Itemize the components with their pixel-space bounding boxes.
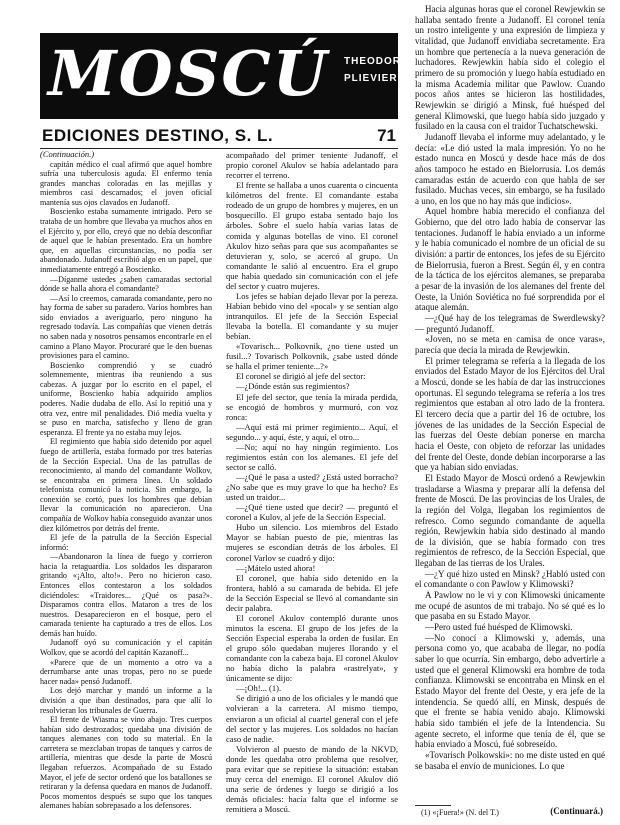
paragraph: El coronel se dirigió al jefe del sector: [236, 371, 366, 382]
paragraph: —Díganme ustedes ¿saben camaradas sectorial dónde se halla ahora el comandante? [40, 274, 212, 294]
paragraph: «Tovarisch Polkowski»: no me diste usted en qué se basaba el envío de municiones. Lo que [415, 749, 605, 771]
paragraph: Boscienko comprendió y se cuadró solemnemente, mientras iba reuniendo a sus cabezas. A juzgar por lo escrito en el papel, el uniforme, Boscienko había adquirido amplios poderes. Nadie dudaba de ello. Así lo repitió una y otra vez, entre mil penalidades. Dió media vuelta y se puso en marcha, satisfecho y lleno de gran esperanza. El frente ya no estaba muy lejos. [40, 360, 212, 437]
text-column-2 [226, 150, 398, 814]
paragraph: El Estado Mayor de Moscú ordenó a Rewjewkin trasladarse a Wiasma y preparar allí la defensa del frente de Moscú. De las provincias de los Urales, de la región del Volga, llegaban los regimientos de refresco. Como segundo comandante de aquella región, Rewjewkin había sido destinado al mando de la división, que se había formado con tres regimientos de refresco, de la Sección Especial, que llegaban de las tierras de los Urales. [415, 472, 605, 569]
paragraph: —¿Qué tiene usted que decir? — preguntó el coronel a Kulov, al jefe de la Sección Especial. [226, 502, 398, 523]
paragraph: «Parece que de un momento a otro va a derrumbarse ante unas tropas, pero no se puede hacer nada» pensó Judanoff. [40, 657, 212, 686]
paragraph: El regimiento que había sido detenido por aquel fuego de artillería, estaba formado por tres baterías de la Sección Especial. Una de las patrullas de reconocimiento, al mando del comandante Wolkov, se encontraba en primera línea. Un soldado telefonista comunicó la noticia. Sin embargo, la conexión se cortó, pues los hombres que debían llevar la comunicación no aparecieron. Una compañía de Wolkov había conseguido avanzar unos diez kilómetros por detrás del frente. [40, 437, 212, 533]
paragraph: El jefe de la patrulla de la Sección Especial informó: [40, 533, 212, 552]
author-name [344, 53, 401, 87]
paragraph: Hacia algunas horas que el coronel Rewjewkin se hallaba sentado frente a Judanoff. El coronel tenía un rostro inteligente y una expresión de limpieza y vitalidad, que Judanoff envidiaba secretamente. Era un hombre que pertenecía a la nueva generación de luchadores. Rewjewkin había sido el colegio el primero de su promoción y luego había estudiado en la misma Academia militar que Pawlow. Cuando pocos años antes se hicieron las hostilidades, Rewjewkin se dirigió a Minsk, fué huésped del general Klimowski, que luego había sido juzgado y fusilado en la causa con el traidor Tuchatschewski. [415, 4, 605, 132]
paragraph: —Abandonaron la línea de fuego y corrieron hacia la retaguardia. Los soldados les dispararon gritando «¡Alto, alto!». Pero no hicieron caso. Entonces ellos contestaron a los soldados diciéndoles: «Traidores... ¿Qué os pasa?». Disparamos contra ellos. Mataron a tres de los nuestros. Desaparecieron en el bosque, pero el camarada teniente ha capturado a tres de ellos. Los demás han huído. [40, 552, 212, 638]
paragraph: —No; aquí no hay ningún regimiento. Los regimientos están con los alemanes. El jefe del sector se calló. [226, 441, 398, 472]
installment-number: 71 [377, 126, 396, 145]
author-first-name: THEODOR [344, 56, 401, 67]
paragraph: acompañado del primer teniente Judanoff, el propio coronel Akulov se había adelantado para recorrer el terreno. [226, 150, 398, 181]
paragraph: Aquel hombre había merecido el confianza del Gobierno, que del otro lado había de conservar las tentaciones. Judanoff le había enviado a un informe y le había comunicado el nombre de un oficial de su división: a partir de entonces, los jefes de su Ejército de Bielorrusia, fueron a Brest. Según él, y en contra de la táctica de los ejércitos alemanes, se preparaba a pesar de la invasión de los alemanes del frente del Oeste, la Unión Soviética no fué sorprendida por el ataque alemán. [415, 206, 605, 313]
footnote-divider [415, 805, 451, 806]
publisher-bar [40, 122, 398, 149]
paragraph: —Pero usted fué huésped de Klimowski. [425, 622, 573, 633]
paragraph: El coronel Akulov contempló durante unos minutos la escena. El grupo de los jefes de la Sección Especial esperaba la orden de fusilar. En el grupo sólo quedaban mujeres llorando y el comandante con la cabeza baja. El coronel Akulov no había dicho la palabra «rastrelyat», y únicamente se dijo: [226, 612, 398, 684]
footnote: (1) «¡Fuera!» (N. del T.) [421, 808, 499, 817]
paragraph: Los jefes se habían dejado llevar por la pereza. Habían bebido vino del «pocal» y se sentían algo intranquilos. El jefe de la Sección Especial llevaba la botella. El comandante y su mujer bebían. [226, 290, 398, 342]
paragraph: El frente se hallaba a unos cuarenta o cincuenta kilómetros del frente. El comandante estaba rodeado de un grupo de hombres y mujeres, en un bosquecillo. El grupo estaba sentado bajo los árboles. Sobre el suelo había varias latas de comida y algunas botellas de vino. El coronel Akulov hizo señas para que sus acompañantes se detuvieran y, solo, se acercó al grupo. Un comandante le salió al encuentro. Era el grupo que había quedado sin comunicación con el jefe del sector y cuatro mujeres. [226, 180, 398, 291]
continuation-label: (Continuación.) [40, 149, 95, 159]
paragraph: A Pawlow no le vi y con Klimowski únicamente me ocupé de asuntos de mi trabajo. No sé qué es lo que pasaba en su Estado Mayor. [415, 590, 605, 622]
paragraph: Hubo un silencio. Los miembros del Estado Mayor se habían puesto de pie, mientras las mujeres se escondían detrás de los árboles. El coronel Varlov se cuadró y dijo: [226, 522, 398, 563]
title-banner [40, 33, 401, 119]
paragraph: Los dejó marchar y mandó un informe a la división a que iban destinados, para que allí lo resolvieran los tribunales de Guerra. [40, 686, 212, 715]
paragraph: —¿Qué le pasa a usted? ¿Está usted borracho? ¿No sabe que es muy grave lo que ha hecho? Es usted un traidor... [226, 472, 398, 503]
publisher-name: EDICIONES DESTINO, S. L. [42, 126, 274, 145]
paragraph: «Tovarisch... Polkovnik, ¿no tiene usted un fusil...? Tovarisch Polkovnik, ¿sabe usted dónde se halla el primer teniente...?» [226, 341, 398, 372]
to-be-continued-label: (Continuará.) [550, 806, 603, 816]
paragraph: El coronel, que había sido detenido en la frontera, habló a su camarada de bebida. El jefe de la Sección Especial se llevó al comandante sin decir palabra. [226, 572, 398, 613]
paragraph: —Aquí está mi primer regimiento... Aquí, el segundo... y aquí, éste, y aquí, el otro... [226, 421, 398, 442]
paragraph: —¿Dónde están sus regimientos? [236, 381, 350, 392]
paragraph: El primer telegrama se refería a la llegada de los enviados del Estado Mayor de los Ejércitos del Ural a Moscú, donde se les había de dar las instrucciones oportunas. El segundo telegrama se refería a los tres regimientos que estaban al otro lado de la frontera. El tercero decía que a partir del 16 de octubre, los jóvenes de las unidades de la Sección Especial de las fuerzas del Oeste debían ponerse en marcha hacia el Oeste, con objeto de reforzar las unidades del frente del Oeste, donde debían incorporarse a las que ya habían sido enviadas. [415, 355, 605, 473]
text-column-1 [40, 150, 212, 811]
paragraph: Volvieron al puesto de mando de la NKVD, donde les quedaba otro problema que resolver, para evitar que se repitiese la situación: estaban muy cerca del enemigo. El coronel Akulov dió una serie de órdenes y luego se dirigió a los demás oficiales: hacía falta que el informe se remitiera a Moscú. [226, 743, 398, 815]
paragraph: «Joven, no se meta en camisa de once varas», parecía que decía la mirada de Rewjewkin. [415, 334, 605, 355]
paragraph: —Así lo creemos, camarada comandante, pero no hay forma de saber su paradero. Varios hombres han sido enviados a averiguarlo, pero ninguno ha regresado todavía. Las compañías que vienen detrás no saben nada y nosotros pensamos encontrarle en el camino a Plano Mayor. Procuraré que le den buenas provisiones para el camino. [40, 293, 212, 361]
paragraph: Judanoff oyó su comunicación y el capitán Wolkov, que se acordó del capitán Kazanoff... [40, 638, 212, 658]
paragraph: El frente de Wiasma se vino abajo. Tres cuerpos habían sido destrozados; quedaba una división de tanques alemanes con todo su material. En la carretera se mezclaban tropas de tanques y carros de artillería, mientras que desde la parte de Moscú llegaban refuerzos. Acompañado de su Estado Mayor, el jefe de sector ordenó que los batallones se retiraran y la defensa quedara en manos de Judanoff. Pocos momentos después se supo que los tanques alemanes habían sobrepasado a los defensores. [40, 715, 212, 811]
paragraph: —¿Qué hay de los telegramas de Swerdlewsky? — preguntó Judanoff. [415, 313, 605, 334]
author-last-name: PLIEVIER [344, 73, 398, 84]
paragraph: capitán médico el cual afirmó que aquel hombre sufría una tuberculosis aguda. El enfermo tenía grandes manchas coloradas en las mejillas y miembros casi descarnados; el joven oficial mantenía sus ojos clavados en Judanoff. [40, 159, 212, 207]
paragraph: —No conocí a Klimowski y, además, una persona como yo, que acababa de llegar, no podía saber lo que ocurría. Sin embargo, debo advertirle a usted que el general Klimowski era hombre de toda confianza. Klimowski se encontraba en Minsk en el Estado Mayor del frente del Oeste, y era jefe de la intendencia. Se quedó allí, en Minsk, después de que el frente se había venido abajo. Klimowski había sido también el jefe de la Intendencia. Su agente secreto, el informe que tenía de él, que se había enviado a Moscú, fué sobreseído. [415, 632, 605, 750]
paragraph: Boscienko estaba sumamente intrigado. Pero se trataba de un hombre que llevaba ya muchos años en el Ejército y, por ello, creyó que no debía desconfiar de aquel que le habían presentado. Era un hombre que, en aquellas circunstancias, no podía ser abandonado. Judanoff escribió algo en un papel, que inmediatamente entregó a Boscienko. [40, 207, 212, 274]
paragraph: El jefe del sector, que tenía la mirada perdida, se encogió de hombros y murmuró, con voz ronca: [226, 391, 398, 422]
text-column-3 [415, 4, 605, 771]
paragraph: —¿Y qué hizo usted en Minsk? ¿Habló usted con el comandante o con Pawlow y Klimowski? [415, 568, 605, 590]
paragraph: Judanoff llevaba el informe muy adelantado, y le decía: «Le dió usted la mala impresión. Yo no he estado nunca en Moscú y desde hace más de dos años tampoco he estado en Bielorrusia. Los demás camaradas están de acuerdo con que habla de ser fusilado. Muchas veces, sin embargo, se ha fusilado a uno, en los que no hay más que indicios». [415, 131, 605, 206]
paragraph: —¡Mátelo usted ahora! [236, 562, 316, 573]
page-footer [415, 804, 605, 818]
paragraph: Se dirigió a uno de los oficiales y le mandó que volvieran a la carretera. Al mismo tiempo, enviaron a un oficial al cuartel general con el jefe del sector y las mujeres. Los soldados no hacían caso de nadie. [226, 693, 398, 744]
paragraph: —¡Oh!... (1). [236, 683, 282, 694]
book-title: MOSCÚ [48, 37, 329, 110]
